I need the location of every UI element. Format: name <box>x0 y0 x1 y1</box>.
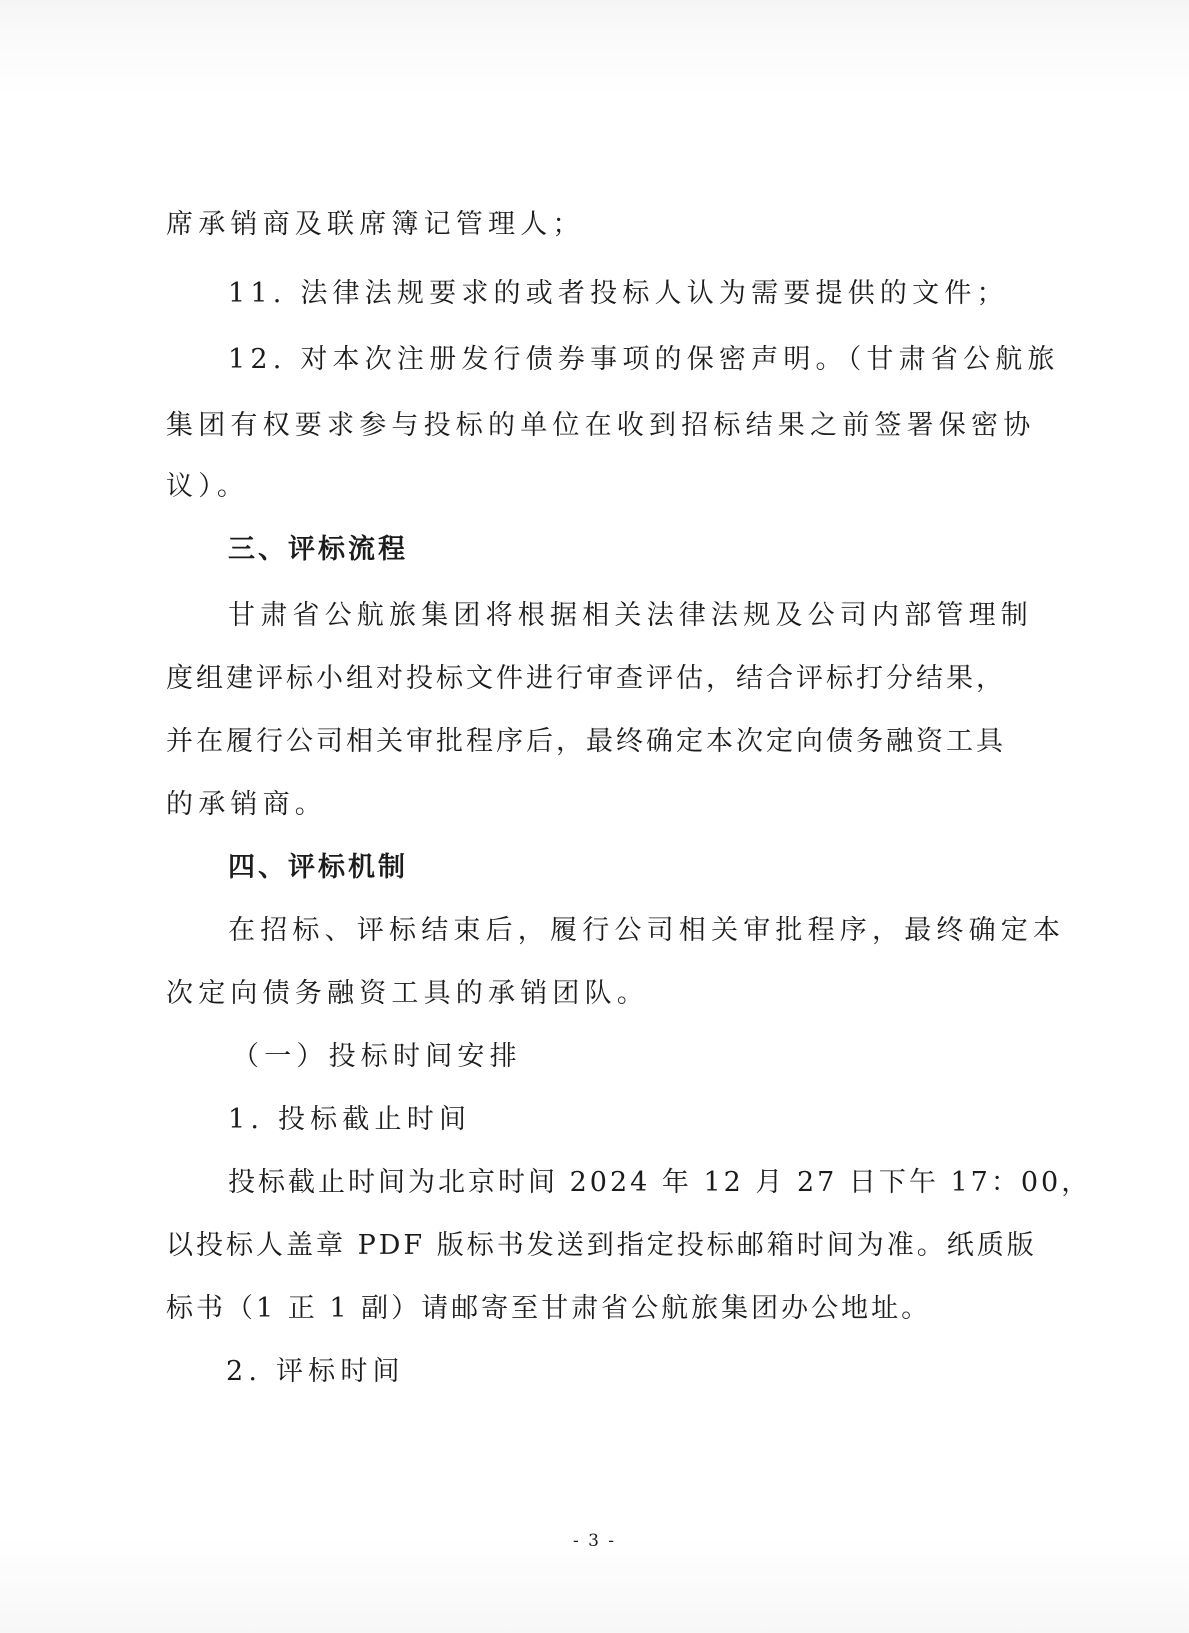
paragraph-line: 次定向债务融资工具的承销团队。 <box>166 978 649 1009</box>
paragraph-line: 的承销商。 <box>166 789 327 820</box>
paragraph-line: 度组建评标小组对投标文件进行审查评估，结合评标打分结果， <box>166 663 1006 694</box>
paragraph-line: 议）。 <box>166 471 250 502</box>
list-item-11: 11. 法律法规要求的或者投标人认为需要提供的文件； <box>228 278 1009 309</box>
list-item-12: 12. 对本次注册发行债券事项的保密声明。（甘肃省公航旅 <box>228 344 1060 375</box>
paragraph-line: 在招标、评标结束后，履行公司相关审批程序，最终确定本 <box>228 915 1066 946</box>
paragraph-line: 以投标人盖章 PDF 版标书发送到指定投标邮箱时间为准。纸质版 <box>166 1230 1037 1261</box>
item-heading-evaluation-time: 2. 评标时间 <box>226 1356 405 1387</box>
paragraph-line: 席承销商及联席簿记管理人； <box>166 209 585 240</box>
section-heading-evaluation-mechanism: 四、评标机制 <box>228 852 408 883</box>
paragraph-line: 标书（1 正 1 副）请邮寄至甘肃省公航旅集团办公地址。 <box>166 1293 932 1324</box>
paragraph-line: 集团有权要求参与投标的单位在收到招标结果之前签署保密协 <box>166 410 1036 441</box>
paragraph-line: 甘肃省公航旅集团将根据相关法律法规及公司内部管理制 <box>228 600 1033 631</box>
paragraph-line: 投标截止时间为北京时间 2024 年 12 月 27 日下午 17：00， <box>228 1167 1092 1198</box>
subsection-heading-bid-schedule: （一）投标时间安排 <box>232 1041 522 1072</box>
item-heading-bid-deadline: 1. 投标截止时间 <box>228 1104 472 1135</box>
paragraph-line: 并在履行公司相关审批程序后，最终确定本次定向债务融资工具 <box>166 726 1006 757</box>
page-number: - 3 - <box>572 1531 617 1551</box>
section-heading-evaluation-process: 三、评标流程 <box>228 534 408 565</box>
